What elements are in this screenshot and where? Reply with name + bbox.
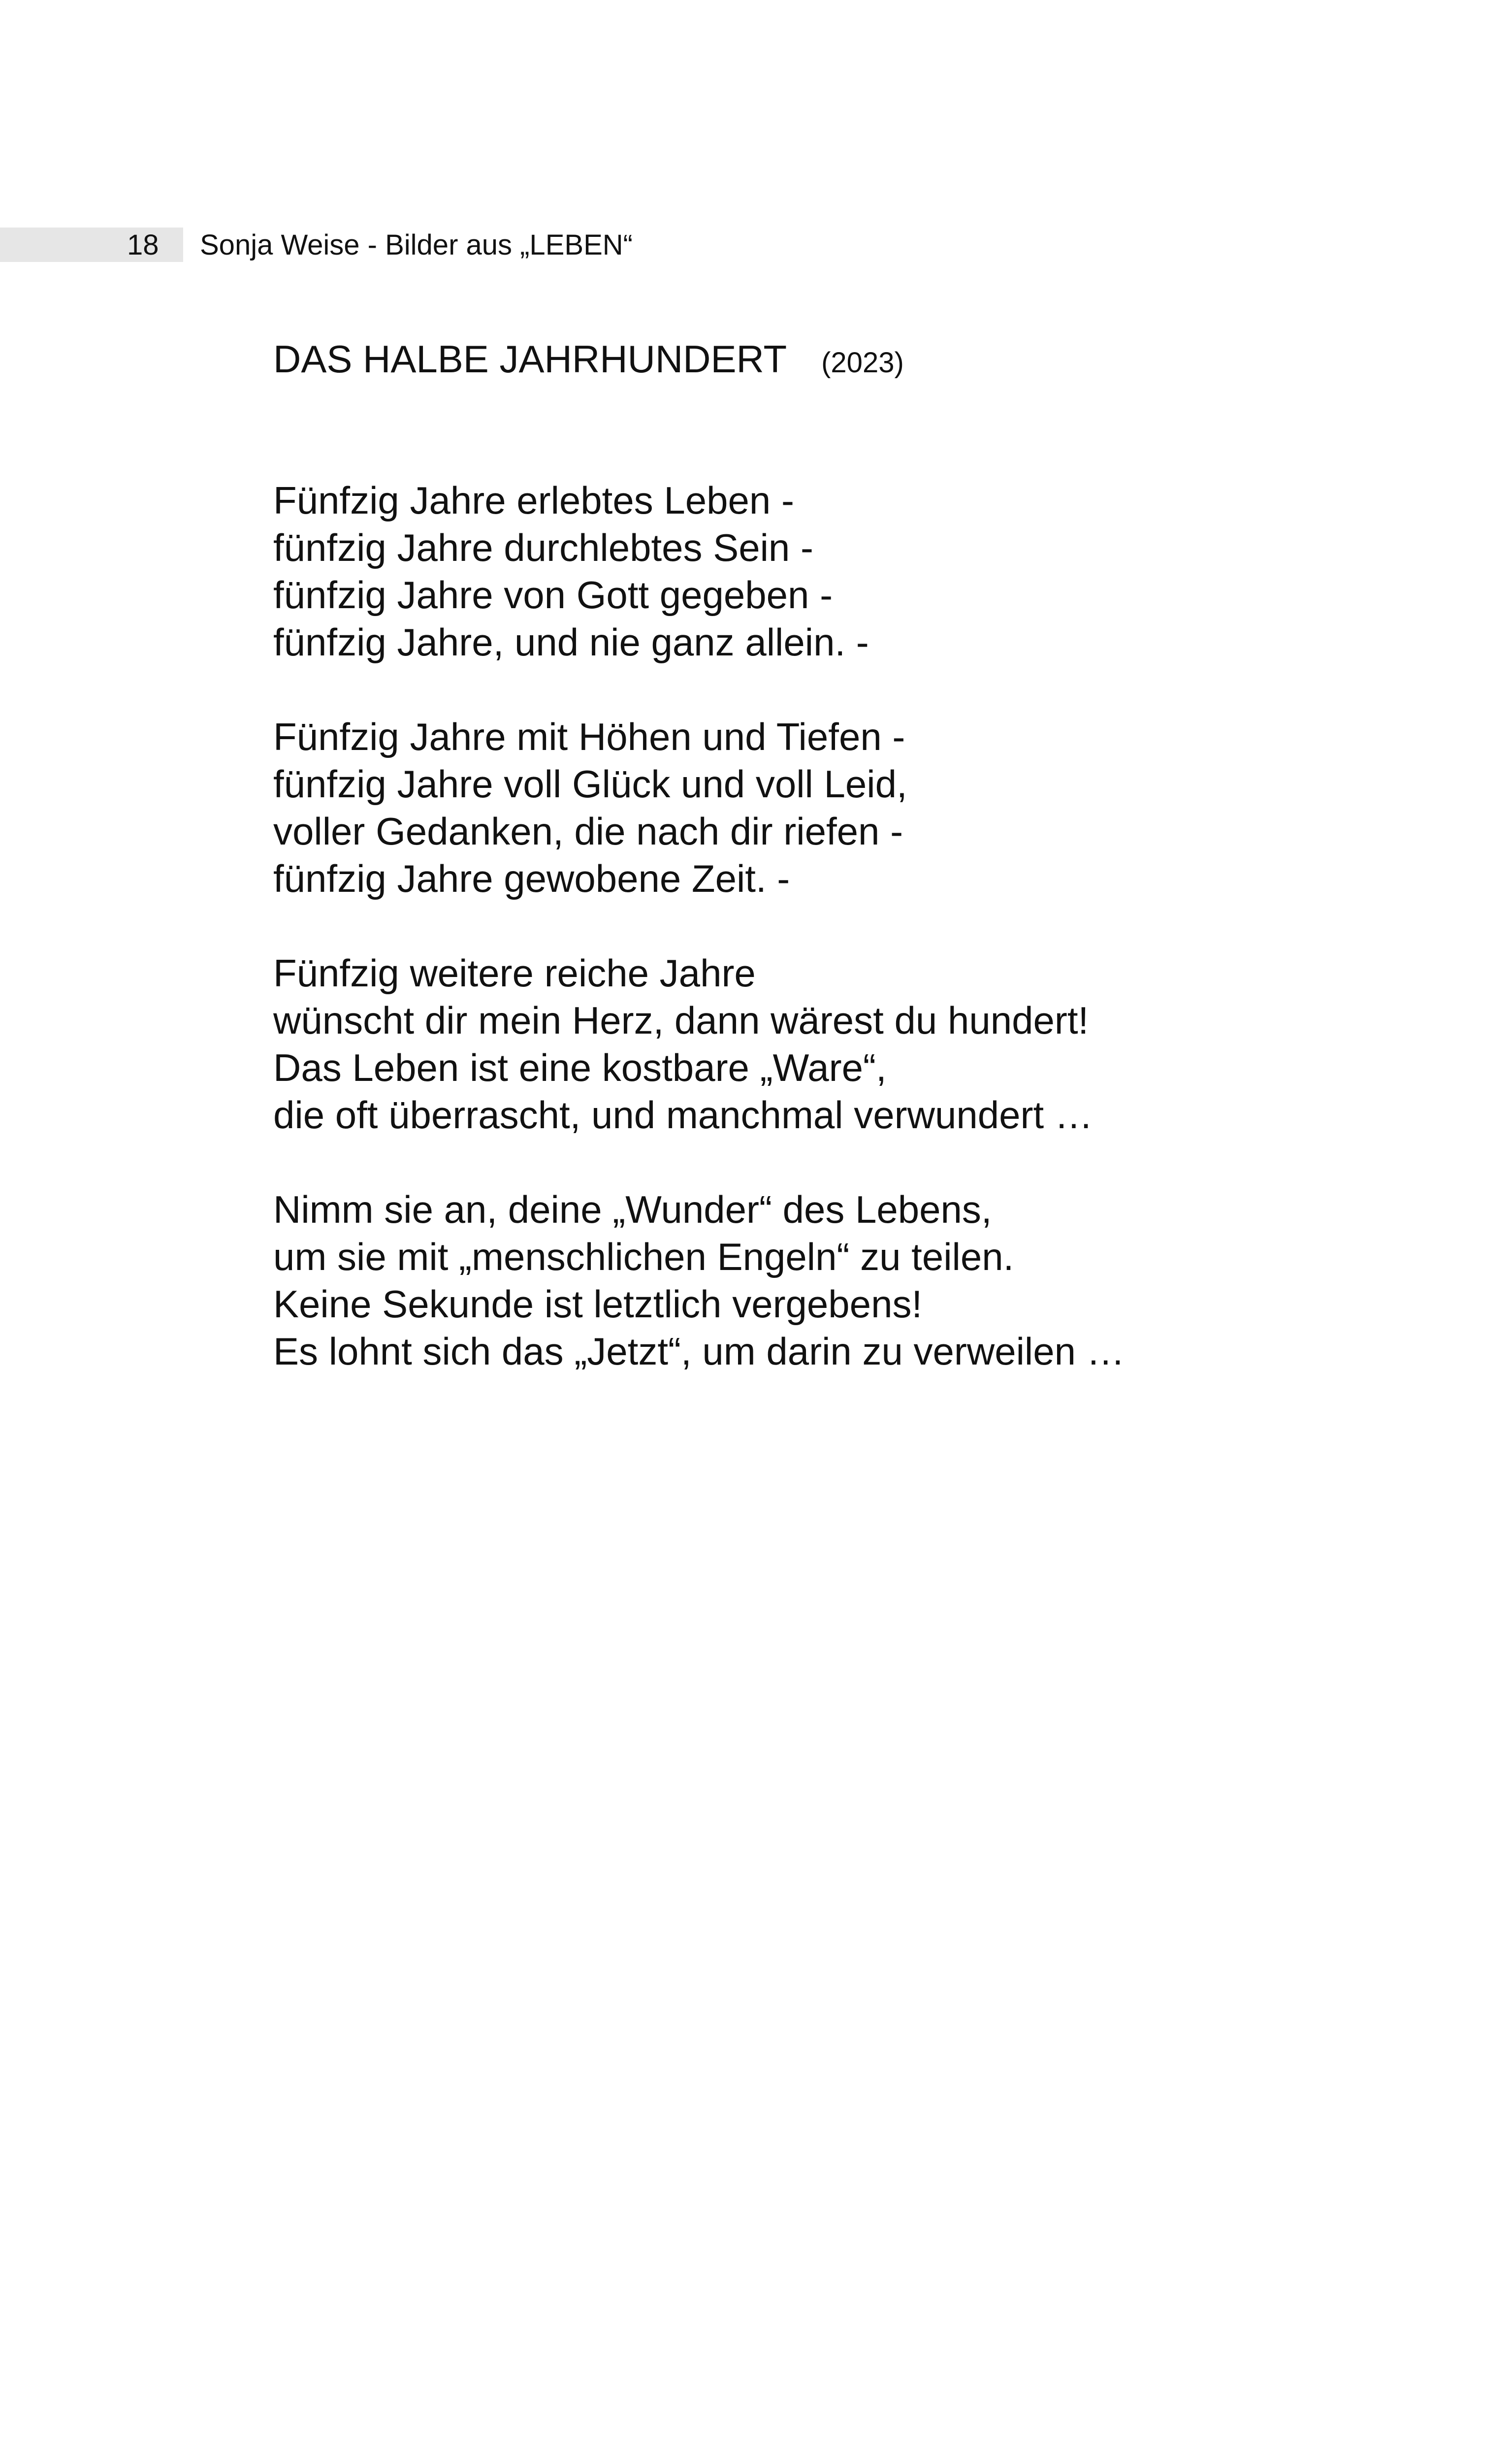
poem-line: fünfzig Jahre, und nie ganz allein. -: [273, 620, 869, 664]
poem-line: Fünfzig Jahre erlebtes Leben -: [273, 479, 794, 522]
poem-line: Nimm sie an, deine „Wunder“ des Lebens,: [273, 1188, 992, 1231]
poem-year: (2023): [821, 347, 904, 379]
stanza-2: [273, 713, 1406, 902]
poem-line: um sie mit „menschlichen Engeln“ zu teilen.: [273, 1235, 1014, 1278]
poem-line: wünscht dir mein Herz, dann wärest du hundert!: [273, 999, 1089, 1042]
poem-title-text: DAS HALBE JAHRHUNDERT: [273, 337, 787, 381]
running-title: Sonja Weise - Bilder aus „LEBEN“: [200, 229, 633, 261]
poem-line: fünfzig Jahre von Gott gegeben -: [273, 573, 833, 617]
poem-line: Fünfzig Jahre mit Höhen und Tiefen -: [273, 715, 905, 758]
poem-line: Fünfzig weitere reiche Jahre: [273, 951, 756, 995]
stanza-3: [273, 949, 1406, 1139]
stanza-1: [273, 477, 1406, 666]
poem-title: [273, 337, 904, 385]
poem-line: Es lohnt sich das „Jetzt“, um darin zu verweilen …: [273, 1330, 1125, 1373]
poem-line: voller Gedanken, die nach dir riefen -: [273, 810, 903, 853]
poem-line: Keine Sekunde ist letztlich vergebens!: [273, 1282, 923, 1326]
page-number: 18: [127, 229, 159, 261]
poem-line: fünfzig Jahre durchlebtes Sein -: [273, 526, 813, 569]
stanza-4: [273, 1186, 1406, 1375]
poem-body: [273, 477, 1406, 1422]
poem-line: die oft überrascht, und manchmal verwundert …: [273, 1093, 1093, 1137]
poem-line: fünfzig Jahre gewobene Zeit. -: [273, 857, 790, 900]
poem-line: fünfzig Jahre voll Glück und voll Leid,: [273, 762, 907, 806]
poem-line: Das Leben ist eine kostbare „Ware“,: [273, 1046, 887, 1089]
